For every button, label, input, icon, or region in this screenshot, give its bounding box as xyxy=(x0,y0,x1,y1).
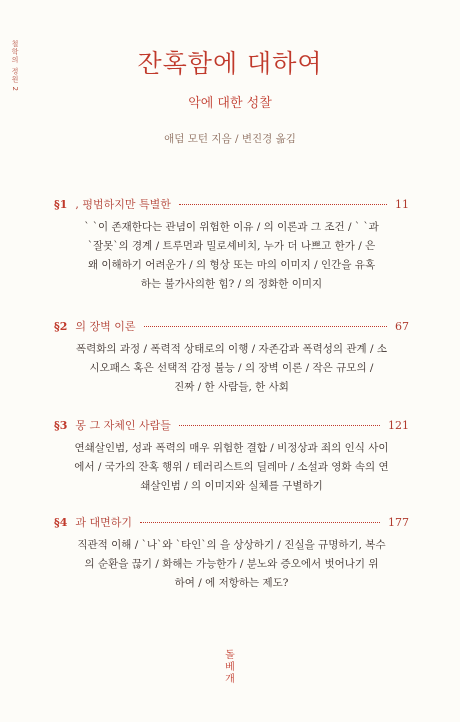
publisher-logo-char: 돌 xyxy=(225,650,235,661)
chapter-4-heading[interactable] xyxy=(54,514,409,530)
chapter-3-sections xyxy=(54,439,409,496)
chapter-4-sections xyxy=(54,536,409,593)
section-line: 시오패스 혹은 선택적 감정 불능 / 의 장벽 이론 / 작은 규모의 / xyxy=(89,362,374,374)
section-line: 왜 이해하기 어려운가 / 의 형상 또는 마의 이미지 / 인간을 유혹 xyxy=(87,259,376,271)
chapter-2-heading[interactable] xyxy=(54,318,409,334)
chapter-1 xyxy=(54,196,409,294)
chapter-4 xyxy=(54,514,409,593)
chapter-2 xyxy=(54,318,409,397)
chapter-1-heading[interactable] xyxy=(54,196,409,212)
section-line: ` `이 존재한다는 관념이 위험한 이유 / 의 이론과 그 조건 / ` `과 xyxy=(84,221,379,233)
chapter-page-number: 177 xyxy=(388,516,409,529)
chapter-number: §2 xyxy=(54,320,68,333)
publisher-logo-char: 개 xyxy=(225,674,235,685)
chapter-3-heading[interactable] xyxy=(54,417,409,433)
dot-leader xyxy=(179,204,387,205)
chapter-page-number: 121 xyxy=(388,419,409,432)
chapter-number: §3 xyxy=(54,419,68,432)
publisher-logo-char: 베 xyxy=(225,662,235,673)
series-label: 철학의 정원 2 xyxy=(11,40,19,92)
chapter-1-sections xyxy=(54,218,409,294)
section-line: `잘못`의 경계 / 트루먼과 밀로셰비치, 누가 더 나쁘고 한가 / 은 xyxy=(87,240,376,252)
section-line: 의 순환을 끊기 / 화해는 가능한가 / 분노와 증오에서 벗어나기 위 xyxy=(84,558,379,570)
chapter-page-number: 11 xyxy=(395,198,409,211)
dot-leader xyxy=(140,522,380,523)
author-translator-credits: 애덤 모턴 지음 / 변진경 옮김 xyxy=(164,133,296,145)
chapter-3 xyxy=(54,417,409,496)
chapter-title: , 평범하지만 특별한 xyxy=(75,198,171,211)
chapter-number: §4 xyxy=(54,516,68,529)
chapter-title: 몽 그 자체인 사람들 xyxy=(75,419,171,432)
dot-leader xyxy=(179,425,380,426)
section-line: 하여 / 에 저항하는 제도? xyxy=(174,577,289,589)
section-line: 직관적 이해 / `나`와 `타인`의 을 상상하기 / 진실을 규명하기, 복수 xyxy=(77,539,386,551)
dot-leader xyxy=(144,326,387,327)
chapter-page-number: 67 xyxy=(395,320,409,333)
chapter-number: §1 xyxy=(54,198,68,211)
section-line: 에서 / 국가의 잔혹 행위 / 테러리스트의 딜레마 / 소설과 영화 속의 연 xyxy=(74,461,389,473)
section-line: 진짜 / 한 사람들, 한 사회 xyxy=(174,381,289,393)
chapter-2-sections xyxy=(54,340,409,397)
publisher-logo xyxy=(219,650,241,686)
chapter-title: 의 장벽 이론 xyxy=(75,320,136,333)
section-line: 하는 불가사의한 힘? / 의 정화한 이미지 xyxy=(140,278,323,290)
section-line: 폭력화의 과정 / 폭력적 상태로의 이행 / 자존감과 폭력성의 관계 / 소 xyxy=(75,343,388,355)
section-line: 연쇄살인범, 성과 폭력의 매우 위험한 결합 / 비정상과 죄의 인식 사이 xyxy=(74,442,389,454)
section-line: 쇄살인범 / 의 이미지와 실체를 구별하기 xyxy=(140,480,323,492)
chapter-title: 과 대면하기 xyxy=(75,516,133,529)
book-title: 잔혹함에 대하여 xyxy=(137,49,323,78)
book-subtitle: 악에 대한 성찰 xyxy=(188,96,272,111)
